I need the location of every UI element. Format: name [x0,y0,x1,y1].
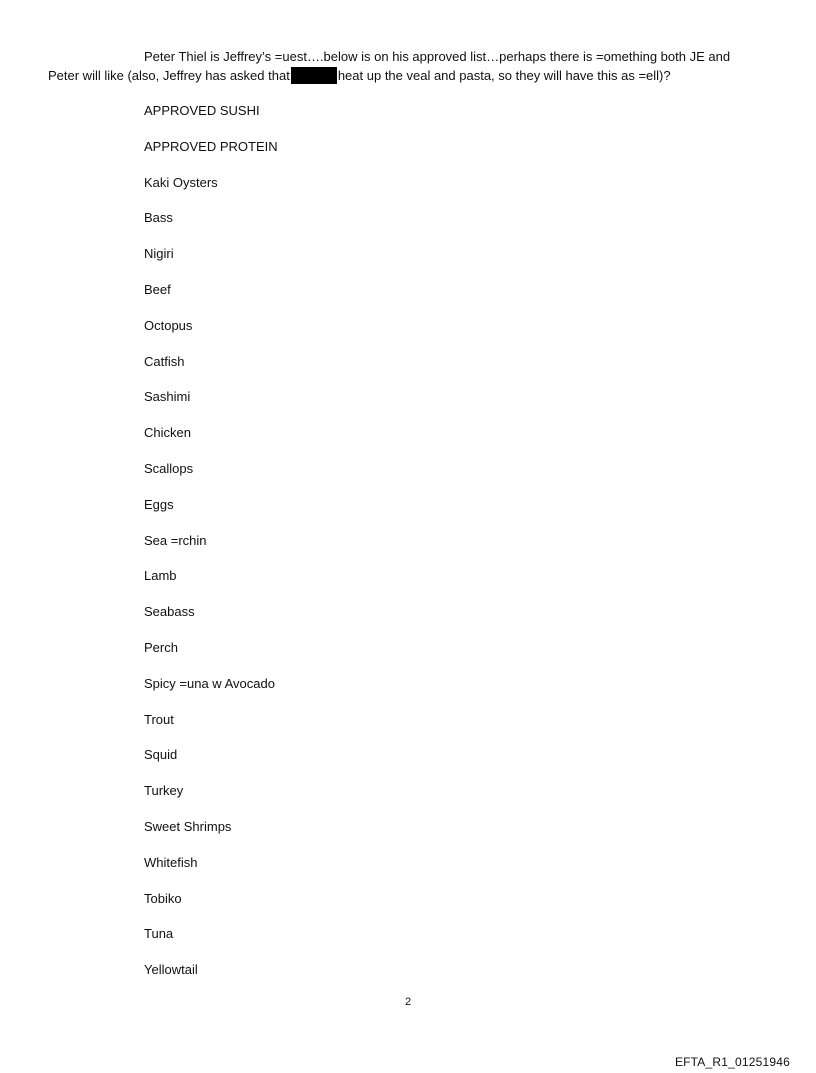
list-item: Spicy =una w Avocado [144,675,275,691]
list-item: Eggs [144,496,174,512]
list-item: Tobiko [144,890,182,906]
list-item: Trout [144,711,174,727]
bates-number: EFTA_R1_01251946 [674,1055,790,1069]
list-item: Perch [144,639,178,655]
list-item: Chicken [144,425,191,441]
list-item: Sashimi [144,389,191,405]
list-item: Sweet Shrimps [144,818,232,834]
list-item: APPROVED PROTEIN [144,138,278,154]
list-item: Nigiri [144,246,174,262]
page-number: 2 [404,996,412,1008]
list-item: Seabass [144,604,195,620]
list-item: Yellowtail [144,962,198,978]
intro-text-after-redaction: heat up the veal and pasta, so they will have this as =ell)? [337,67,671,83]
list-item: Octopus [144,317,193,333]
list-item: Beef [144,281,171,297]
list-item: Kaki Oysters [144,174,218,190]
list-item: Bass [144,210,173,226]
list-item: Squid [144,747,178,763]
intro-text-line-1: Peter Thiel is Jeffrey’s =uest….below is on his approved list…perhaps there is =omething both JE and [144,49,731,64]
list-item: Whitefish [144,854,198,870]
list-item: Scallops [144,460,194,476]
list-item: Lamb [144,568,177,584]
intro-text-line-2 [48,67,671,84]
list-item: Turkey [144,783,184,799]
list-item: APPROVED SUSHI [144,103,260,118]
redaction-box [291,67,337,84]
list-item: Catfish [144,353,185,369]
intro-text-before-redaction: Peter will like (also, Jeffrey has asked that [48,67,290,83]
list-item: Tuna [144,926,174,942]
list-item: Sea =rchin [144,532,207,548]
approved-food-list [144,103,278,998]
